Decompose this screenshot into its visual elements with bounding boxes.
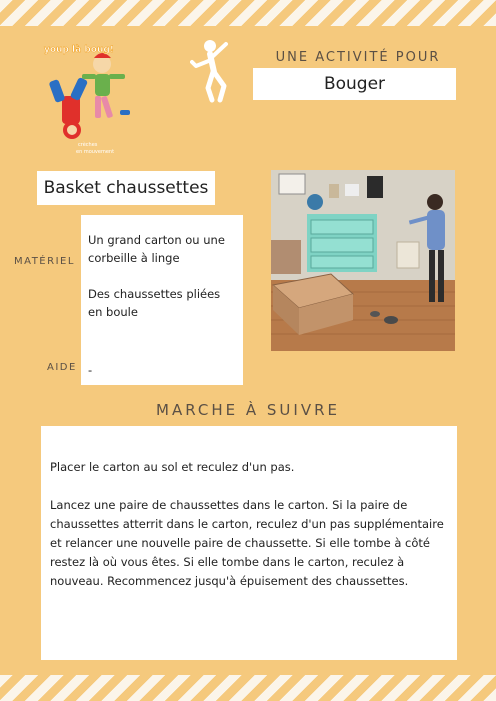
logo-text-bottom-2: en mouvement	[76, 149, 115, 155]
activity-for-label: UNE ACTIVITÉ POUR	[275, 50, 441, 65]
materials-label: MATÉRIEL	[14, 256, 75, 267]
steps-box	[41, 426, 457, 660]
materials-item: Un grand carton ou une corbeille à linge	[88, 233, 225, 265]
youp-la-bouge-logo	[40, 38, 136, 158]
steps-paragraph: Lancez une paire de chaussettes dans le carton. Si la paire de chaussettes atterrit dans le carton, reculez d'un pas supplémentaire et relancer une nouvelle paire de chaussette. Si elle tombe à côté restez là où vous êtes. Si elle tombe dans le carton, reculez à nouveau. Recommencez jusqu'à épuisement des chaussettes.	[50, 498, 444, 588]
activity-type-value: Bouger	[323, 74, 386, 94]
activity-title: Basket chaussettes	[43, 178, 209, 198]
logo-text-top: youp là boug!	[44, 45, 114, 55]
bottom-stripe-border	[0, 675, 496, 701]
logo-text-bottom-1: crèches	[78, 142, 98, 148]
aide-value: -	[88, 363, 93, 377]
materials-box	[81, 215, 243, 385]
moving-figure-icon	[190, 38, 242, 104]
steps-paragraph: Placer le carton au sol et reculez d'un pas.	[50, 460, 295, 474]
aide-label: AIDE	[47, 362, 77, 373]
activity-title-box	[37, 171, 215, 205]
materials-item: Des chaussettes pliées en boule	[88, 287, 221, 319]
top-stripe-border	[0, 0, 496, 26]
steps-section-title: MARCHE À SUIVRE	[156, 401, 340, 419]
activity-photo	[271, 170, 455, 351]
activity-type-box	[253, 68, 456, 100]
